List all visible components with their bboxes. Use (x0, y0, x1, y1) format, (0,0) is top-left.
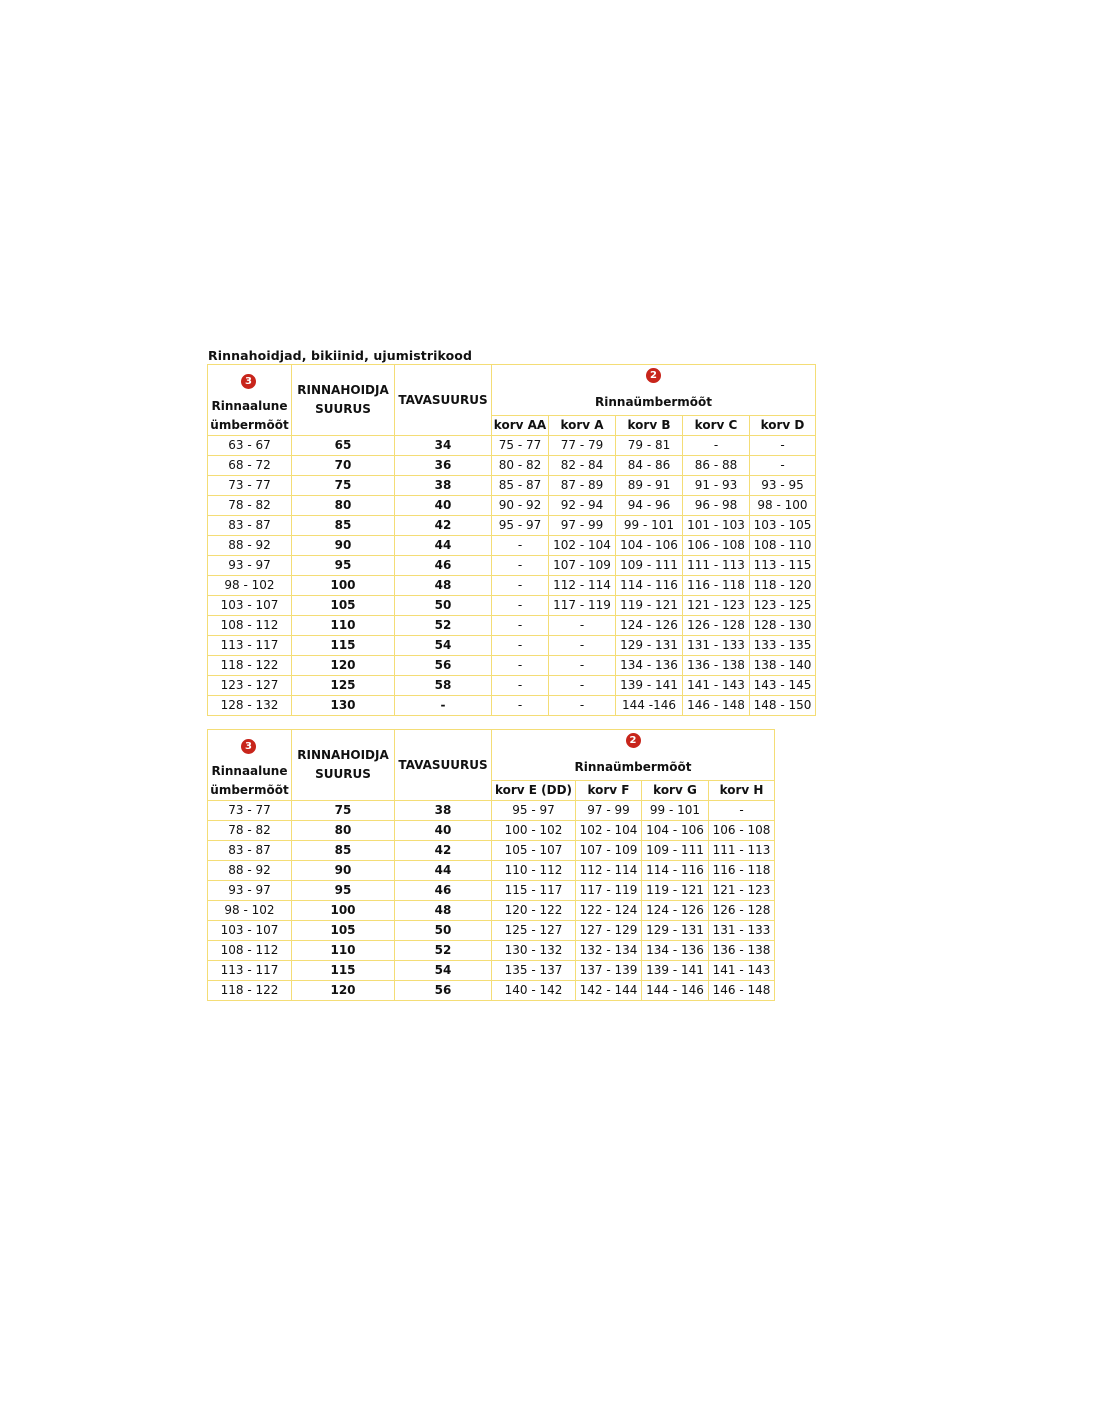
underbust-cell: 68 - 72 (208, 456, 292, 476)
cup-header: korv H (709, 781, 775, 801)
bust-range-cell: 119 - 121 (642, 881, 709, 901)
cup-header: korv F (576, 781, 642, 801)
underbust-label-2: ümbermõõt (210, 782, 289, 797)
bra-size-label-1: RINNAHOIDJA (297, 748, 389, 762)
underbust-cell: 98 - 102 (208, 576, 292, 596)
bust-range-cell: 123 - 125 (750, 596, 816, 616)
bust-range-cell: 129 - 131 (642, 921, 709, 941)
bra-size-cell: 85 (292, 841, 395, 861)
size-table-1 (207, 364, 816, 716)
bust-range-cell: 104 - 106 (642, 821, 709, 841)
normal-size-cell: 56 (395, 656, 492, 676)
bust-range-cell: 121 - 123 (683, 596, 750, 616)
bust-range-cell: 99 - 101 (616, 516, 683, 536)
bra-size-cell: 105 (292, 596, 395, 616)
bust-range-cell: - (549, 656, 616, 676)
bust-range-cell: 139 - 141 (616, 676, 683, 696)
bust-range-cell: 101 - 103 (683, 516, 750, 536)
underbust-header (208, 730, 292, 801)
bust-range-cell: 115 - 117 (492, 881, 576, 901)
bust-range-cell: 134 - 136 (642, 941, 709, 961)
underbust-cell: 98 - 102 (208, 901, 292, 921)
bust-range-cell: 85 - 87 (492, 476, 549, 496)
bust-label: Rinnaümbermõõt (574, 760, 692, 774)
bust-range-cell: 130 - 132 (492, 941, 576, 961)
bust-range-cell: 84 - 86 (616, 456, 683, 476)
bust-range-cell: 141 - 143 (683, 676, 750, 696)
bust-range-cell: 132 - 134 (576, 941, 642, 961)
bust-range-cell: 111 - 113 (709, 841, 775, 861)
bust-range-cell: 117 - 119 (576, 881, 642, 901)
bra-size-cell: 115 (292, 636, 395, 656)
bra-size-header (292, 730, 395, 801)
table-row (208, 941, 775, 961)
bust-range-cell: 87 - 89 (549, 476, 616, 496)
bust-range-cell: - (492, 596, 549, 616)
bust-range-cell: 103 - 105 (750, 516, 816, 536)
table-row (208, 801, 775, 821)
bra-size-cell: 100 (292, 576, 395, 596)
bra-size-cell: 95 (292, 556, 395, 576)
bust-range-cell: 111 - 113 (683, 556, 750, 576)
bust-range-cell: 77 - 79 (549, 436, 616, 456)
bust-range-cell: 97 - 99 (576, 801, 642, 821)
underbust-cell: 113 - 117 (208, 636, 292, 656)
normal-size-cell: 42 (395, 516, 492, 536)
bra-size-header (292, 365, 395, 436)
bust-range-cell: 86 - 88 (683, 456, 750, 476)
underbust-cell: 103 - 107 (208, 596, 292, 616)
bust-range-cell: 106 - 108 (709, 821, 775, 841)
underbust-cell: 103 - 107 (208, 921, 292, 941)
header-row (208, 730, 775, 781)
bust-header (492, 365, 816, 416)
table-row (208, 456, 816, 476)
bust-range-cell: 144 - 146 (642, 981, 709, 1001)
bust-range-cell: - (549, 616, 616, 636)
bra-size-cell: 90 (292, 536, 395, 556)
bra-size-cell: 65 (292, 436, 395, 456)
table-row (208, 436, 816, 456)
table-row (208, 536, 816, 556)
bust-range-cell: 142 - 144 (576, 981, 642, 1001)
bust-range-cell: 146 - 148 (683, 696, 750, 716)
bra-size-label-1: RINNAHOIDJA (297, 383, 389, 397)
table-row (208, 636, 816, 656)
cup-header: korv G (642, 781, 709, 801)
normal-size-cell: 40 (395, 821, 492, 841)
cup-header: korv D (750, 416, 816, 436)
normal-size-cell: 38 (395, 476, 492, 496)
underbust-cell: 73 - 77 (208, 801, 292, 821)
normal-size-cell: 36 (395, 456, 492, 476)
bust-range-cell: - (709, 801, 775, 821)
bust-range-cell: 128 - 130 (750, 616, 816, 636)
bra-size-cell: 70 (292, 456, 395, 476)
bust-range-cell: 137 - 139 (576, 961, 642, 981)
normal-size-cell: 46 (395, 881, 492, 901)
bust-range-cell: 148 - 150 (750, 696, 816, 716)
bra-size-cell: 105 (292, 921, 395, 941)
bust-range-cell: - (683, 436, 750, 456)
table-row (208, 841, 775, 861)
bust-range-cell: - (549, 636, 616, 656)
bust-range-cell: 94 - 96 (616, 496, 683, 516)
bust-range-cell: 104 - 106 (616, 536, 683, 556)
table-row (208, 576, 816, 596)
bust-range-cell: 95 - 97 (492, 516, 549, 536)
bust-range-cell: - (492, 636, 549, 656)
table-2-body (208, 801, 775, 1001)
bra-size-cell: 125 (292, 676, 395, 696)
underbust-cell: 118 - 122 (208, 981, 292, 1001)
table-row (208, 961, 775, 981)
bust-range-cell: - (549, 696, 616, 716)
bust-range-cell: 102 - 104 (549, 536, 616, 556)
underbust-cell: 108 - 112 (208, 616, 292, 636)
bust-range-cell: 135 - 137 (492, 961, 576, 981)
bust-range-cell: 121 - 123 (709, 881, 775, 901)
bust-range-cell: - (492, 556, 549, 576)
bust-range-cell: 146 - 148 (709, 981, 775, 1001)
bust-range-cell: 114 - 116 (642, 861, 709, 881)
bust-range-cell: - (549, 676, 616, 696)
bust-range-cell: 92 - 94 (549, 496, 616, 516)
bust-range-cell: 122 - 124 (576, 901, 642, 921)
bra-size-cell: 75 (292, 801, 395, 821)
bust-range-cell: 107 - 109 (549, 556, 616, 576)
underbust-header (208, 365, 292, 436)
bust-header (492, 730, 775, 781)
bra-size-cell: 110 (292, 941, 395, 961)
underbust-cell: 88 - 92 (208, 861, 292, 881)
normal-size-cell: 44 (395, 536, 492, 556)
table-row (208, 981, 775, 1001)
bust-range-cell: 117 - 119 (549, 596, 616, 616)
bra-size-label-2: SUURUS (315, 767, 371, 781)
normal-size-cell: 52 (395, 616, 492, 636)
table-row (208, 901, 775, 921)
underbust-cell: 83 - 87 (208, 841, 292, 861)
bust-range-cell: 127 - 129 (576, 921, 642, 941)
bust-range-cell: 144 -146 (616, 696, 683, 716)
bust-range-cell: 129 - 131 (616, 636, 683, 656)
normal-size-cell: 52 (395, 941, 492, 961)
bust-range-cell: 131 - 133 (683, 636, 750, 656)
underbust-cell: 83 - 87 (208, 516, 292, 536)
normal-size-header: TAVASUURUS (395, 365, 492, 436)
bust-range-cell: 118 - 120 (750, 576, 816, 596)
normal-size-cell: 54 (395, 961, 492, 981)
badge-2-icon: 2 (626, 733, 641, 748)
underbust-label-2: ümbermõõt (210, 417, 289, 432)
bra-size-label-2: SUURUS (315, 402, 371, 416)
bust-range-cell: 124 - 126 (642, 901, 709, 921)
underbust-cell: 113 - 117 (208, 961, 292, 981)
bust-range-cell: 116 - 118 (683, 576, 750, 596)
bust-range-cell: 124 - 126 (616, 616, 683, 636)
normal-size-cell: 50 (395, 921, 492, 941)
bust-range-cell: - (492, 676, 549, 696)
bust-range-cell: 131 - 133 (709, 921, 775, 941)
bust-range-cell: 133 - 135 (750, 636, 816, 656)
normal-size-cell: 46 (395, 556, 492, 576)
bust-range-cell: 120 - 122 (492, 901, 576, 921)
table-row (208, 821, 775, 841)
bust-range-cell: 109 - 111 (642, 841, 709, 861)
cup-header: korv C (683, 416, 750, 436)
normal-size-cell: 44 (395, 861, 492, 881)
bust-range-cell: 119 - 121 (616, 596, 683, 616)
cup-header: korv B (616, 416, 683, 436)
bust-label: Rinnaümbermõõt (595, 395, 712, 409)
table-1-body (208, 436, 816, 716)
underbust-cell: 73 - 77 (208, 476, 292, 496)
bust-range-cell: - (492, 696, 549, 716)
normal-size-cell: 50 (395, 596, 492, 616)
bust-range-cell: 105 - 107 (492, 841, 576, 861)
bust-range-cell: 110 - 112 (492, 861, 576, 881)
table-row (208, 556, 816, 576)
bust-range-cell: 80 - 82 (492, 456, 549, 476)
normal-size-cell: 54 (395, 636, 492, 656)
bust-range-cell: 106 - 108 (683, 536, 750, 556)
table-row (208, 861, 775, 881)
bust-range-cell: 89 - 91 (616, 476, 683, 496)
badge-3-icon: 3 (241, 374, 256, 389)
underbust-cell: 93 - 97 (208, 881, 292, 901)
table-row (208, 596, 816, 616)
bust-range-cell: 93 - 95 (750, 476, 816, 496)
table-row (208, 676, 816, 696)
bust-range-cell: 143 - 145 (750, 676, 816, 696)
bust-range-cell: - (492, 536, 549, 556)
normal-size-cell: 38 (395, 801, 492, 821)
normal-size-cell: 40 (395, 496, 492, 516)
bust-range-cell: 98 - 100 (750, 496, 816, 516)
bust-range-cell: - (492, 616, 549, 636)
table-row (208, 496, 816, 516)
bra-size-cell: 80 (292, 821, 395, 841)
normal-size-cell: 56 (395, 981, 492, 1001)
table-row (208, 696, 816, 716)
underbust-cell: 78 - 82 (208, 821, 292, 841)
badge-3-icon: 3 (241, 739, 256, 754)
normal-size-cell: 48 (395, 901, 492, 921)
table-row (208, 516, 816, 536)
bust-range-cell: 97 - 99 (549, 516, 616, 536)
bust-range-cell: 112 - 114 (576, 861, 642, 881)
normal-size-cell: 34 (395, 436, 492, 456)
bust-range-cell: 90 - 92 (492, 496, 549, 516)
bra-size-cell: 80 (292, 496, 395, 516)
cup-header: korv A (549, 416, 616, 436)
cup-header: korv AA (492, 416, 549, 436)
bust-range-cell: 114 - 116 (616, 576, 683, 596)
normal-size-cell: 42 (395, 841, 492, 861)
underbust-cell: 88 - 92 (208, 536, 292, 556)
bust-range-cell: 136 - 138 (683, 656, 750, 676)
bra-size-cell: 110 (292, 616, 395, 636)
bust-range-cell: 82 - 84 (549, 456, 616, 476)
page-title: Rinnahoidjad, bikiinid, ujumistrikood (208, 348, 473, 363)
normal-size-cell: 58 (395, 676, 492, 696)
bust-range-cell: 139 - 141 (642, 961, 709, 981)
bra-size-cell: 75 (292, 476, 395, 496)
bust-range-cell: - (492, 576, 549, 596)
bust-range-cell: 134 - 136 (616, 656, 683, 676)
bra-size-cell: 100 (292, 901, 395, 921)
bust-range-cell: 99 - 101 (642, 801, 709, 821)
underbust-cell: 123 - 127 (208, 676, 292, 696)
table-row (208, 921, 775, 941)
bust-range-cell: 138 - 140 (750, 656, 816, 676)
table-row (208, 656, 816, 676)
normal-size-cell: - (395, 696, 492, 716)
bust-range-cell: - (750, 436, 816, 456)
bust-range-cell: - (492, 656, 549, 676)
underbust-cell: 63 - 67 (208, 436, 292, 456)
underbust-label-1: Rinnaalune (211, 763, 288, 778)
bra-size-cell: 120 (292, 981, 395, 1001)
bust-range-cell: 100 - 102 (492, 821, 576, 841)
normal-size-cell: 48 (395, 576, 492, 596)
bust-range-cell: 112 - 114 (549, 576, 616, 596)
bust-range-cell: 107 - 109 (576, 841, 642, 861)
badge-2-icon: 2 (646, 368, 661, 383)
bra-size-cell: 95 (292, 881, 395, 901)
bust-range-cell: 79 - 81 (616, 436, 683, 456)
table-row (208, 476, 816, 496)
bust-range-cell: 95 - 97 (492, 801, 576, 821)
bust-range-cell: 126 - 128 (709, 901, 775, 921)
bust-range-cell: 126 - 128 (683, 616, 750, 636)
bust-range-cell: 141 - 143 (709, 961, 775, 981)
bra-size-cell: 90 (292, 861, 395, 881)
bust-range-cell: 109 - 111 (616, 556, 683, 576)
bust-range-cell: 116 - 118 (709, 861, 775, 881)
bust-range-cell: 96 - 98 (683, 496, 750, 516)
underbust-cell: 78 - 82 (208, 496, 292, 516)
size-table-2 (207, 729, 775, 1001)
underbust-cell: 128 - 132 (208, 696, 292, 716)
bust-range-cell: 75 - 77 (492, 436, 549, 456)
bust-range-cell: 113 - 115 (750, 556, 816, 576)
bust-range-cell: 136 - 138 (709, 941, 775, 961)
table-row (208, 881, 775, 901)
bust-range-cell: 140 - 142 (492, 981, 576, 1001)
underbust-cell: 93 - 97 (208, 556, 292, 576)
bust-range-cell: - (750, 456, 816, 476)
bra-size-cell: 115 (292, 961, 395, 981)
bust-range-cell: 125 - 127 (492, 921, 576, 941)
bust-range-cell: 102 - 104 (576, 821, 642, 841)
cup-header: korv E (DD) (492, 781, 576, 801)
header-row (208, 365, 816, 416)
underbust-label-1: Rinnaalune (211, 398, 288, 413)
bra-size-cell: 120 (292, 656, 395, 676)
bust-range-cell: 91 - 93 (683, 476, 750, 496)
normal-size-header: TAVASUURUS (395, 730, 492, 801)
underbust-cell: 118 - 122 (208, 656, 292, 676)
table-row (208, 616, 816, 636)
underbust-cell: 108 - 112 (208, 941, 292, 961)
bust-range-cell: 108 - 110 (750, 536, 816, 556)
bra-size-cell: 130 (292, 696, 395, 716)
bra-size-cell: 85 (292, 516, 395, 536)
